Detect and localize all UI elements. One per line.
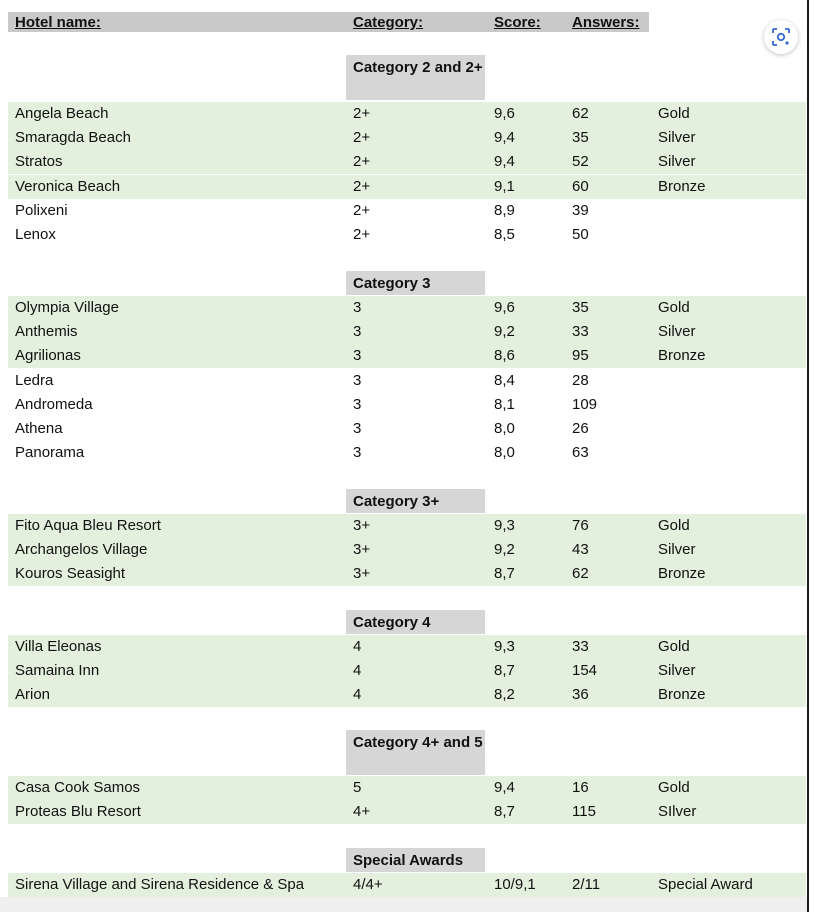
table-row <box>8 344 806 368</box>
table-row <box>8 150 806 174</box>
hotel-name: Stratos <box>15 153 63 171</box>
hotel-name: Proteas Blu Resort <box>15 803 141 821</box>
hotel-award: Gold <box>658 517 690 534</box>
hotel-score: 8,4 <box>494 371 515 389</box>
hotel-name: Arion <box>15 686 51 704</box>
hotel-category: 4 <box>353 638 362 655</box>
table-row <box>8 102 806 126</box>
footer-bar <box>0 897 807 912</box>
hotel-category: 3 <box>353 371 362 389</box>
hotel-answers: 33 <box>572 638 589 655</box>
page-right-border <box>807 0 809 912</box>
hotel-category: 2+ <box>353 201 371 219</box>
table-row <box>8 776 806 800</box>
table-row <box>8 296 806 320</box>
table-row <box>8 538 806 562</box>
hotel-score: 8,9 <box>494 201 515 219</box>
hotel-name: Fito Aqua Bleu Resort <box>15 517 161 534</box>
hotel-answers: 36 <box>572 686 589 704</box>
hotel-award: Special Award <box>658 876 753 893</box>
section-title: Category 2 and 2+ <box>353 59 483 76</box>
hotel-score: 9,6 <box>494 299 515 316</box>
hotel-answers: 154 <box>572 662 598 680</box>
hotel-name: Veronica Beach <box>15 177 121 195</box>
hotel-score: 9,6 <box>494 105 515 122</box>
hotel-answers: 26 <box>572 420 589 437</box>
hotel-award: Silver <box>658 541 696 559</box>
lens-icon <box>771 27 791 47</box>
hotel-name: Casa Cook Samos <box>15 779 141 796</box>
hotel-answers: 43 <box>572 541 589 559</box>
hotel-answers: 28 <box>572 371 589 389</box>
header-hotel-name: Hotel name: <box>15 14 101 31</box>
hotel-answers: 50 <box>572 226 589 243</box>
table-row <box>8 223 806 247</box>
hotel-award: Bronze <box>658 177 706 195</box>
hotel-score: 8,2 <box>494 686 515 704</box>
header-score: Score: <box>494 14 541 31</box>
hotel-category: 3 <box>353 395 362 413</box>
hotel-category: 3 <box>353 299 362 316</box>
hotel-name: Sirena Village and Sirena Residence & Spa <box>15 876 305 893</box>
table-row <box>8 562 806 586</box>
table-row <box>8 320 806 344</box>
hotel-answers: 60 <box>572 177 589 195</box>
hotel-name: Villa Eleonas <box>15 638 102 655</box>
hotel-category: 3+ <box>353 565 371 583</box>
hotel-score: 9,4 <box>494 779 515 796</box>
table-row <box>8 800 806 824</box>
hotel-award: Silver <box>658 129 696 147</box>
table-row <box>8 369 806 393</box>
hotel-score: 9,3 <box>494 638 515 655</box>
hotel-award: Bronze <box>658 565 706 583</box>
hotel-answers: 62 <box>572 105 589 122</box>
hotel-category: 3 <box>353 420 362 437</box>
hotel-score: 9,3 <box>494 517 515 534</box>
hotel-score: 8,7 <box>494 662 515 680</box>
hotel-award: Gold <box>658 299 690 316</box>
hotel-score: 8,5 <box>494 226 515 243</box>
section-title: Category 4+ and 5 <box>353 734 483 751</box>
hotel-award: Gold <box>658 779 690 796</box>
hotel-answers: 63 <box>572 444 589 462</box>
hotel-score: 9,4 <box>494 153 515 171</box>
hotel-category: 3 <box>353 347 362 365</box>
hotel-name: Angela Beach <box>15 105 109 122</box>
hotel-name: Polixeni <box>15 201 68 219</box>
hotel-score: 9,1 <box>494 177 515 195</box>
hotel-name: Anthemis <box>15 323 78 341</box>
hotel-name: Andromeda <box>15 395 93 413</box>
section-title: Special Awards <box>353 852 464 869</box>
hotel-name: Olympia Village <box>15 299 119 316</box>
hotel-score: 9,2 <box>494 323 515 341</box>
hotel-answers: 76 <box>572 517 589 534</box>
hotel-name: Samaina Inn <box>15 662 100 680</box>
hotel-answers: 62 <box>572 565 589 583</box>
hotel-category: 4 <box>353 662 362 680</box>
hotel-category: 3 <box>353 444 362 462</box>
hotel-category: 2+ <box>353 129 371 147</box>
hotel-score: 8,0 <box>494 420 515 437</box>
table-row <box>8 441 806 465</box>
hotel-answers: 35 <box>572 129 589 147</box>
hotel-score: 9,4 <box>494 129 515 147</box>
table-row <box>8 873 806 897</box>
section-title: Category 3+ <box>353 493 440 510</box>
hotel-name: Smaragda Beach <box>15 129 131 147</box>
hotel-award: Bronze <box>658 347 706 365</box>
hotel-award: SIlver <box>658 803 697 821</box>
hotel-answers: 109 <box>572 395 598 413</box>
hotel-category: 3+ <box>353 517 371 534</box>
hotel-category: 3 <box>353 323 362 341</box>
table-row <box>8 417 806 441</box>
hotel-category: 3+ <box>353 541 371 559</box>
hotel-answers: 35 <box>572 299 589 316</box>
hotel-category: 2+ <box>353 105 371 122</box>
hotel-award: Silver <box>658 153 696 171</box>
table-row <box>8 514 806 538</box>
hotel-category: 2+ <box>353 153 371 171</box>
hotel-score: 10/9,1 <box>494 876 536 893</box>
hotel-score: 8,7 <box>494 565 515 583</box>
hotel-category: 4/4+ <box>353 876 383 893</box>
table-row <box>8 683 806 707</box>
hotel-score: 9,2 <box>494 541 515 559</box>
hotel-score: 8,0 <box>494 444 515 462</box>
hotel-category: 4+ <box>353 803 371 821</box>
hotel-category: 5 <box>353 779 362 796</box>
hotel-answers: 16 <box>572 779 589 796</box>
hotel-answers: 39 <box>572 201 589 219</box>
hotel-name: Lenox <box>15 226 56 243</box>
hotel-award: Bronze <box>658 686 706 704</box>
hotel-name: Kouros Seasight <box>15 565 126 583</box>
table-row <box>8 659 806 683</box>
hotel-name: Archangelos Village <box>15 541 148 559</box>
section-title: Category 3 <box>353 275 431 292</box>
hotel-answers: 115 <box>572 803 596 821</box>
hotel-award: Gold <box>658 105 690 122</box>
hotel-category: 2+ <box>353 226 371 243</box>
section-title: Category 4 <box>353 614 431 631</box>
hotel-score: 8,1 <box>494 395 515 413</box>
table-row <box>8 126 806 150</box>
table-row <box>8 175 806 199</box>
header-answers: Answers: <box>572 14 640 31</box>
hotel-name: Athena <box>15 420 63 437</box>
table-row <box>8 199 806 223</box>
hotel-award: Silver <box>658 662 696 680</box>
hotel-category: 4 <box>353 686 362 704</box>
hotel-score: 8,7 <box>494 803 515 821</box>
hotel-award: Gold <box>658 638 690 655</box>
hotel-category: 2+ <box>353 177 371 195</box>
hotel-answers: 52 <box>572 153 589 171</box>
hotel-name: Panorama <box>15 444 85 462</box>
hotel-answers: 33 <box>572 323 589 341</box>
hotel-name: Ledra <box>15 371 54 389</box>
header-category: Category: <box>353 14 424 31</box>
table-row <box>8 393 806 417</box>
hotel-answers: 2/11 <box>572 876 601 893</box>
lens-button[interactable] <box>764 20 798 54</box>
hotel-answers: 95 <box>572 347 589 365</box>
hotel-award: Silver <box>658 323 696 341</box>
hotel-score: 8,6 <box>494 347 515 365</box>
table-row <box>8 635 806 659</box>
hotel-name: Agrilionas <box>15 347 81 365</box>
